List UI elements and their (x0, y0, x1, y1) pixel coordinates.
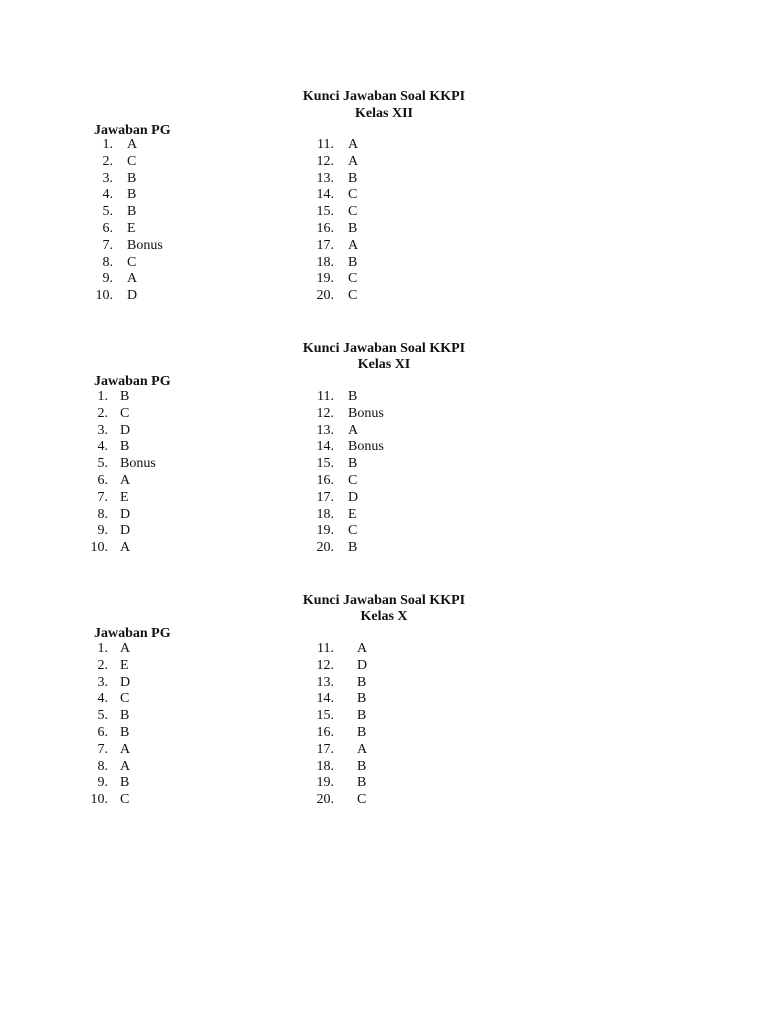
question-number: 3. (97, 422, 108, 438)
question-number: 14. (316, 187, 334, 203)
answer-value: C (348, 204, 358, 220)
answer-value: D (120, 523, 131, 539)
section-title: Kunci Jawaban Soal KKPI (302, 89, 466, 104)
answer-row (0, 423, 500, 440)
multiple-choice-label: Jawaban PG (94, 123, 171, 138)
answer-row (0, 187, 500, 204)
answer-value: A (120, 641, 131, 656)
answer-value: B (120, 724, 130, 740)
answer-row (0, 171, 500, 188)
answer-value: Bonus (348, 405, 384, 421)
answer-value: B (120, 389, 130, 404)
answer-column-right (0, 389, 500, 557)
question-number: 5. (97, 708, 108, 724)
answer-value: B (357, 724, 367, 740)
question-number: 11. (317, 389, 334, 404)
answer-row (0, 389, 500, 406)
answer-value: C (348, 288, 358, 304)
question-number: 19. (316, 775, 334, 791)
question-number: 3. (97, 674, 108, 690)
answer-value: B (357, 775, 367, 791)
question-number: 10. (90, 792, 108, 808)
answer-value: C (348, 271, 358, 287)
question-number: 11. (317, 137, 334, 152)
question-number: 18. (316, 254, 334, 270)
answer-value: B (120, 775, 130, 791)
question-number: 14. (316, 691, 334, 707)
question-number: 6. (102, 220, 113, 236)
answer-value: B (348, 540, 358, 556)
answer-value: A (357, 641, 368, 656)
answer-value: B (357, 691, 367, 707)
answer-value: B (120, 439, 130, 455)
question-number: 20. (316, 792, 334, 808)
answer-row (0, 137, 500, 154)
answer-value: A (120, 540, 131, 556)
question-number: 13. (316, 170, 334, 186)
answer-value: B (348, 389, 358, 404)
question-number: 15. (316, 708, 334, 724)
answer-value: C (127, 254, 137, 270)
answer-row (0, 759, 500, 776)
answer-value: Bonus (120, 456, 156, 472)
section-title: Kunci Jawaban Soal KKPI (302, 593, 466, 608)
question-number: 12. (316, 153, 334, 169)
answer-row (0, 288, 500, 305)
answer-value: A (120, 758, 131, 774)
section-subtitle: Kelas XI (357, 357, 411, 372)
answer-value: D (127, 288, 138, 304)
question-number: 16. (316, 472, 334, 488)
answer-value: C (348, 472, 358, 488)
answer-row (0, 658, 500, 675)
answer-value: D (348, 489, 359, 505)
answer-value: C (348, 523, 358, 539)
answer-row (0, 271, 500, 288)
answer-row (0, 742, 500, 759)
answer-value: C (120, 792, 130, 808)
answer-value: B (348, 170, 358, 186)
answer-value: D (120, 422, 131, 438)
question-number: 5. (97, 456, 108, 472)
answer-row (0, 204, 500, 221)
answer-value: C (127, 153, 137, 169)
answer-row (0, 490, 500, 507)
section-subtitle: Kelas X (360, 609, 408, 624)
question-number: 12. (316, 657, 334, 673)
question-number: 20. (316, 540, 334, 556)
answer-value: B (127, 170, 137, 186)
answer-value: B (357, 758, 367, 774)
answer-value: A (348, 422, 359, 438)
question-number: 18. (316, 758, 334, 774)
answer-value: B (348, 254, 358, 270)
answer-row (0, 456, 500, 473)
question-number: 19. (316, 523, 334, 539)
multiple-choice-label: Jawaban PG (94, 374, 171, 389)
question-number: 20. (316, 288, 334, 304)
answer-column-right (0, 641, 500, 809)
question-number: 13. (316, 422, 334, 438)
question-number: 17. (316, 489, 334, 505)
answer-value: A (120, 472, 131, 488)
question-number: 7. (97, 741, 108, 757)
answer-row (0, 221, 500, 238)
question-number: 15. (316, 204, 334, 220)
question-number: 9. (97, 523, 108, 539)
answer-value: D (120, 506, 131, 522)
question-number: 10. (95, 288, 113, 304)
question-number: 2. (102, 153, 113, 169)
question-number: 15. (316, 456, 334, 472)
answer-column-right (0, 137, 500, 305)
multiple-choice-label: Jawaban PG (94, 626, 171, 641)
answer-value: D (120, 674, 131, 690)
answer-value: E (120, 657, 129, 673)
question-number: 7. (102, 237, 113, 253)
answer-row (0, 439, 500, 456)
answer-value: A (348, 137, 359, 152)
answer-value: A (357, 741, 368, 757)
answer-row (0, 540, 500, 557)
question-number: 7. (97, 489, 108, 505)
answer-value: Bonus (127, 237, 163, 253)
question-number: 8. (102, 254, 113, 270)
question-number: 4. (97, 691, 108, 707)
question-number: 4. (97, 439, 108, 455)
question-number: 14. (316, 439, 334, 455)
answer-value: B (120, 708, 130, 724)
answer-row (0, 523, 500, 540)
answer-value: Bonus (348, 439, 384, 455)
answer-value: C (348, 187, 358, 203)
answer-value: B (348, 220, 358, 236)
question-number: 11. (317, 641, 334, 656)
answer-value: A (127, 271, 138, 287)
question-number: 17. (316, 237, 334, 253)
answer-row (0, 725, 500, 742)
answer-row (0, 792, 500, 809)
answer-row (0, 675, 500, 692)
question-number: 3. (102, 170, 113, 186)
section-title: Kunci Jawaban Soal KKPI (302, 341, 466, 356)
question-number: 10. (90, 540, 108, 556)
answer-row (0, 255, 500, 272)
question-number: 2. (97, 657, 108, 673)
answer-row (0, 507, 500, 524)
answer-value: B (127, 204, 137, 220)
question-number: 5. (102, 204, 113, 220)
answer-value: C (357, 792, 367, 808)
question-number: 9. (102, 271, 113, 287)
answer-value: D (357, 657, 368, 673)
question-number: 18. (316, 506, 334, 522)
answer-row (0, 708, 500, 725)
answer-value: A (120, 741, 131, 757)
answer-value: B (127, 187, 137, 203)
answer-row (0, 775, 500, 792)
question-number: 6. (97, 724, 108, 740)
answer-value: E (127, 220, 136, 236)
question-number: 6. (97, 472, 108, 488)
question-number: 8. (97, 506, 108, 522)
question-number: 1. (97, 389, 108, 404)
question-number: 16. (316, 724, 334, 740)
question-number: 2. (97, 405, 108, 421)
answer-value: B (348, 456, 358, 472)
answer-value: A (348, 153, 359, 169)
answer-row (0, 641, 500, 658)
answer-row (0, 238, 500, 255)
question-number: 4. (102, 187, 113, 203)
question-number: 1. (97, 641, 108, 656)
answer-value: B (357, 674, 367, 690)
answer-row (0, 154, 500, 171)
answer-row (0, 691, 500, 708)
answer-row (0, 473, 500, 490)
answer-value: A (127, 137, 138, 152)
question-number: 8. (97, 758, 108, 774)
answer-value: A (348, 237, 359, 253)
section-subtitle: Kelas XII (355, 106, 413, 121)
question-number: 19. (316, 271, 334, 287)
answer-value: C (120, 405, 130, 421)
question-number: 1. (102, 137, 113, 152)
answer-row (0, 406, 500, 423)
answer-value: E (120, 489, 129, 505)
answer-value: C (120, 691, 130, 707)
answer-value: B (357, 708, 367, 724)
question-number: 16. (316, 220, 334, 236)
question-number: 9. (97, 775, 108, 791)
question-number: 12. (316, 405, 334, 421)
question-number: 17. (316, 741, 334, 757)
question-number: 13. (316, 674, 334, 690)
answer-value: E (348, 506, 357, 522)
